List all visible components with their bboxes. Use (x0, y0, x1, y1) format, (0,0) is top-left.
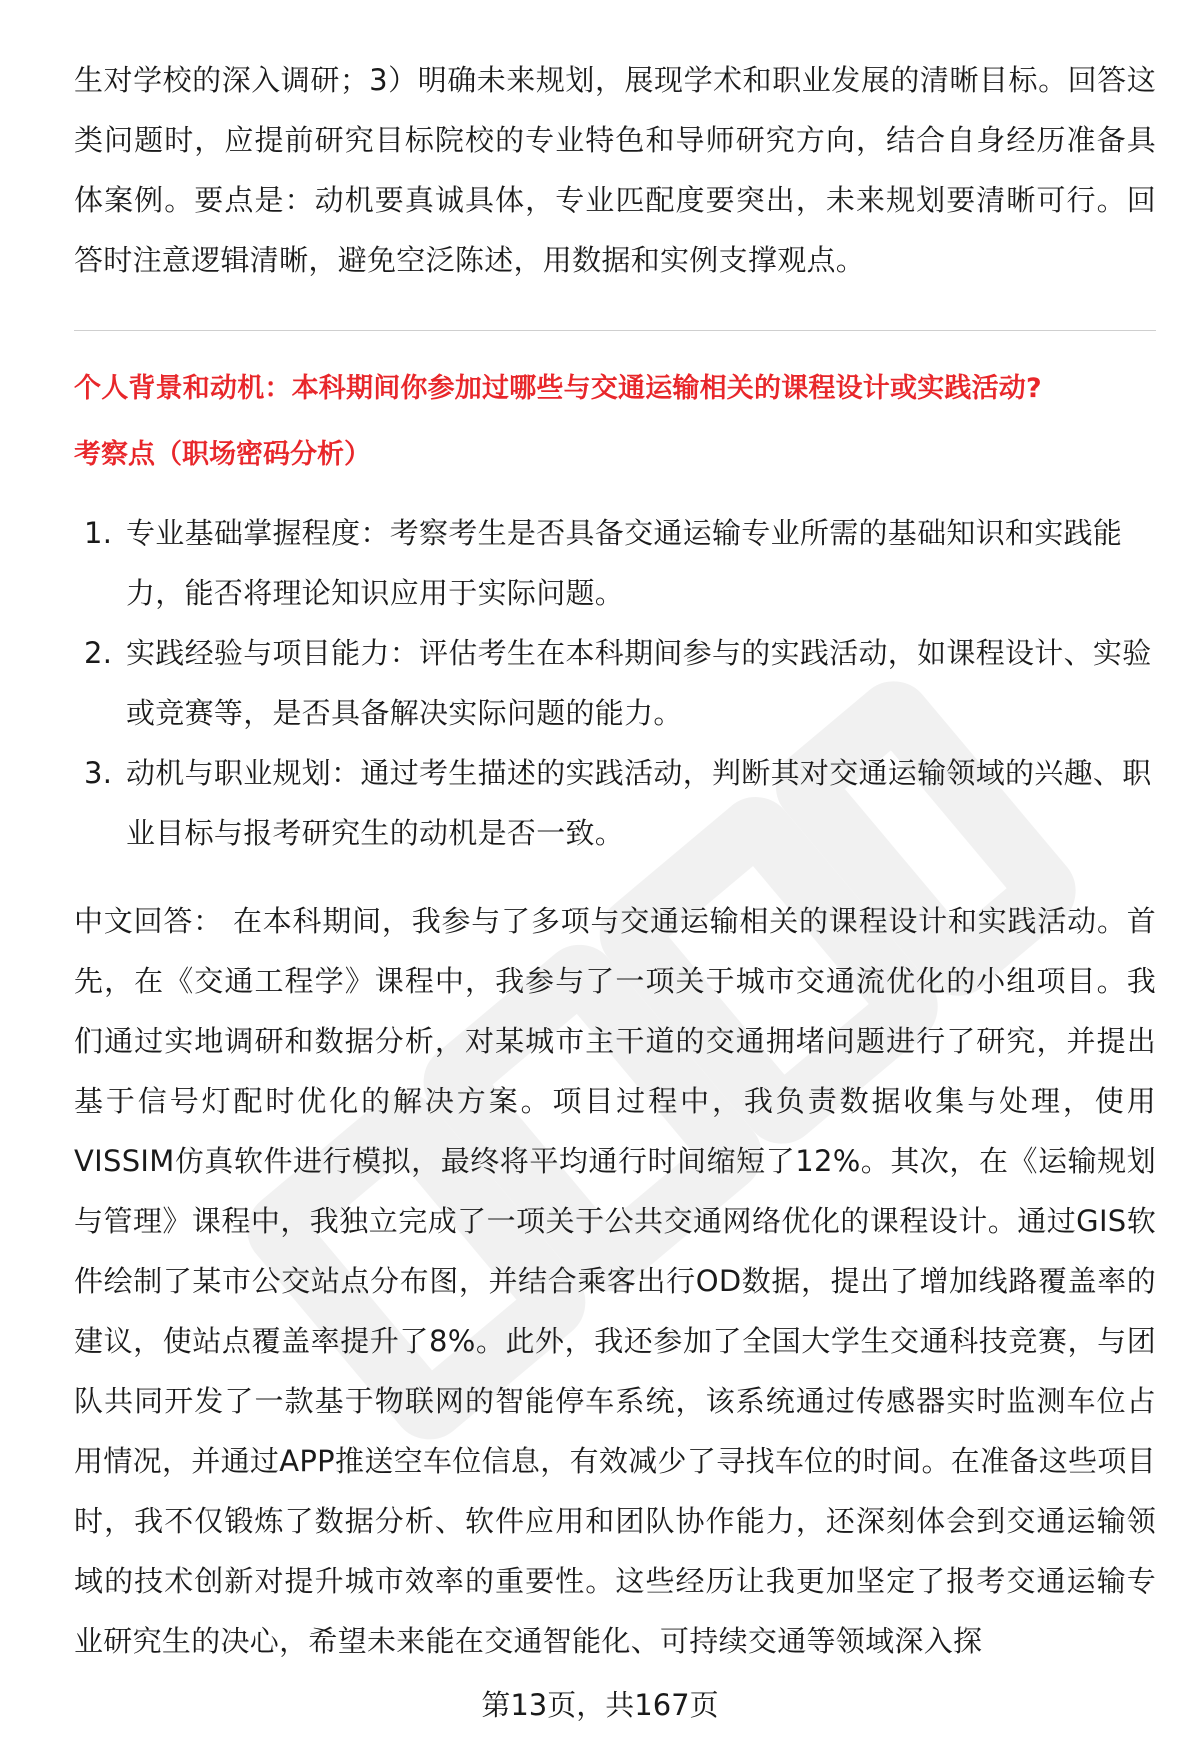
intro-paragraph: 生对学校的深入调研；3）明确未来规划，展现学术和职业发展的清晰目标。回答这类问题时，应提前研究目标院校的专业特色和导师研究方向，结合自身经历准备具体案例。要点是：动机要真诚具体，专业匹配度要突出，未来规划要清晰可行。回答时注意逻辑清晰，避免空泛陈述，用数据和实例支撑观点。 (74, 63, 1156, 277)
list-item-text: 专业基础掌握程度：考察考生是否具备交通运输专业所需的基础知识和实践能力，能否将理论知识应用于实际问题。 (126, 516, 1123, 610)
assessment-subheading: 考察点（职场密码分析） (74, 439, 371, 470)
list-item-text: 动机与职业规划：通过考生描述的实践活动，判断其对交通运输领域的兴趣、职业目标与报考研究生的动机是否一致。 (126, 756, 1152, 850)
list-item (74, 503, 1156, 623)
assessment-points-list (74, 503, 1156, 863)
list-item-number: 3. (84, 756, 113, 790)
page-content (74, 50, 1156, 1671)
answer-paragraph: 中文回答： 在本科期间，我参与了多项与交通运输相关的课程设计和实践活动。首先，在《交通工程学》课程中，我参与了一项关于城市交通流优化的小组项目。我们通过实地调研和数据分析，对某城市主干道的交通拥堵问题进行了研究，并提出基于信号灯配时优化的解决方案。项目过程中，我负责数据收集与处理，使用VISSIM仿真软件进行模拟，最终将平均通行时间缩短了12%。其次，在《运输规划与管理》课程中，我独立完成了一项关于公共交通网络优化的课程设计。通过GIS软件绘制了某市公交站点分布图，并结合乘客出行OD数据，提出了增加线路覆盖率的建议，使站点覆盖率提升了8%。此外，我还参加了全国大学生交通科技竞赛，与团队共同开发了一款基于物联网的智能停车系统，该系统通过传感器实时监测车位占用情况，并通过APP推送空车位信息，有效减少了寻找车位的时间。在准备这些项目时，我不仅锻炼了数据分析、软件应用和团队协作能力，还深刻体会到交通运输领域的技术创新对提升城市效率的重要性。这些经历让我更加坚定了报考交通运输专业研究生的决心，希望未来能在交通智能化、可持续交通等领域深入探 (74, 904, 1156, 1658)
list-item-number: 1. (84, 516, 113, 550)
list-item-number: 2. (84, 636, 113, 670)
list-item (74, 623, 1156, 743)
list-item (74, 743, 1156, 863)
section-divider (74, 330, 1156, 331)
list-item-text: 实践经验与项目能力：评估考生在本科期间参与的实践活动，如课程设计、实验或竞赛等，是否具备解决实际问题的能力。 (126, 636, 1152, 730)
page-footer: 第13页，共167页 (481, 1688, 719, 1722)
question-heading: 个人背景和动机：本科期间你参加过哪些与交通运输相关的课程设计或实践活动? (74, 373, 1042, 404)
